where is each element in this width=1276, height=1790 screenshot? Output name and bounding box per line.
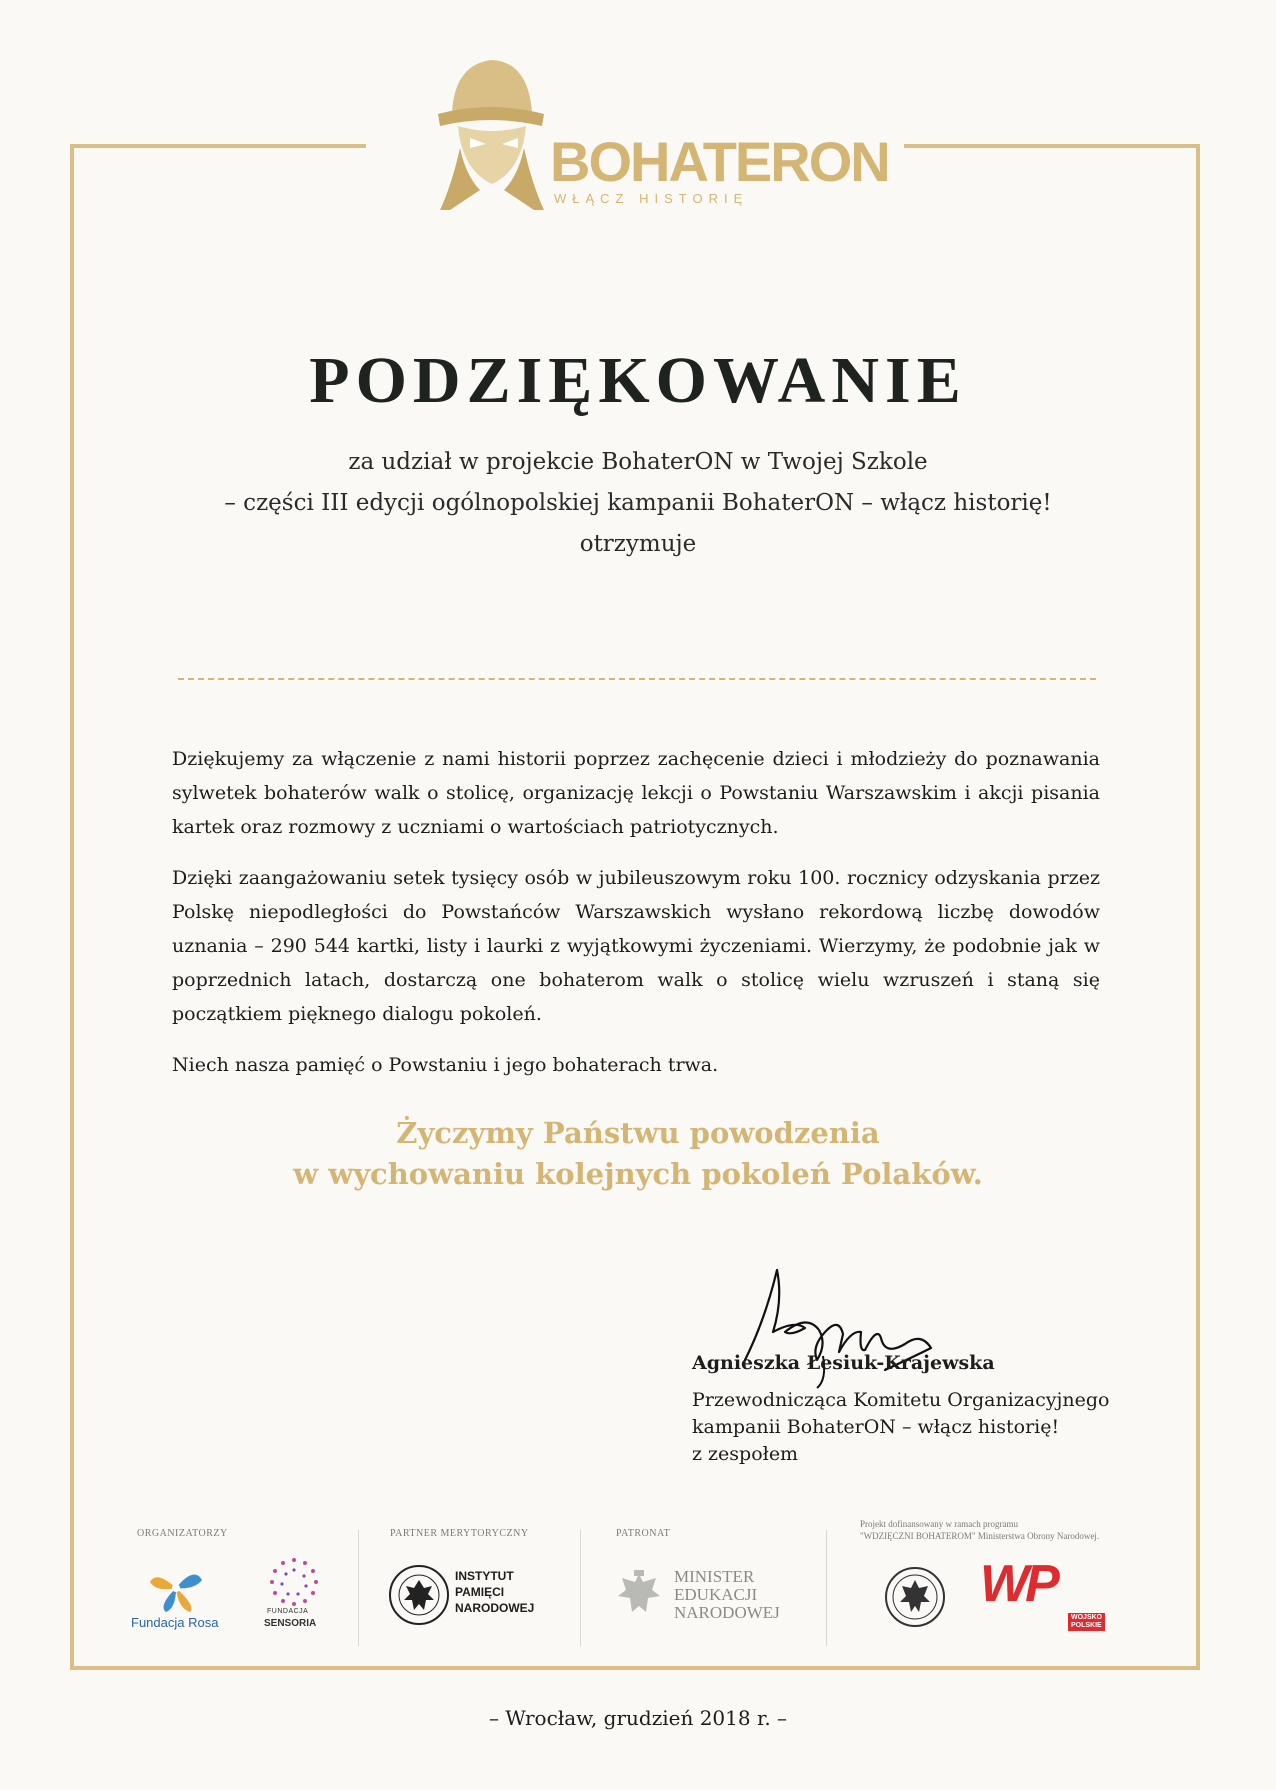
- recipient-name-line: [178, 678, 1096, 680]
- organizers-label: ORGANIZATORZY: [137, 1528, 228, 1539]
- ipn-line-1: INSTYTUT: [455, 1569, 514, 1583]
- wp-line-1: WOJSKO: [1071, 1614, 1103, 1621]
- men-line-2: EDUKACJI: [674, 1585, 758, 1604]
- partners-strip: [100, 1510, 1180, 1650]
- wishes: [0, 1113, 1276, 1195]
- logo-wordmark: BOHATERON: [550, 130, 889, 193]
- ipn-line-3: NARODOWEJ: [455, 1601, 535, 1615]
- page-title: PODZIĘKOWANIE: [309, 344, 967, 417]
- fundacja-rosa-logo-icon: [146, 1560, 206, 1616]
- wishes-line-1: Życzymy Państwu powodzenia: [396, 1116, 880, 1150]
- ipn-line-2: PAMIĘCI: [455, 1585, 505, 1599]
- soldier-helmet-icon: [430, 52, 550, 212]
- polish-eagle-icon: [616, 1568, 662, 1622]
- partner-label: PARTNER MERYTORYCZNY: [390, 1528, 529, 1539]
- mon-seal-icon: [884, 1566, 946, 1628]
- men-line-1: MINISTER: [674, 1567, 755, 1586]
- divider-3: [826, 1530, 827, 1646]
- funding-line-1: Projekt dofinansowany w ramach programu: [860, 1519, 1018, 1529]
- subtitle-line-2: – części III edycji ogólnopolskiej kampanii BohaterON – włącz historię!: [224, 490, 1052, 516]
- patronat-label: PATRONAT: [616, 1528, 671, 1539]
- ipn-seal-icon: [388, 1564, 450, 1626]
- subtitle-line-1: za udział w projekcie BohaterON w Twojej Szkole: [348, 449, 928, 475]
- fundacja-rosa-name: Fundacja Rosa: [131, 1615, 219, 1630]
- ipn-name: [455, 1568, 534, 1616]
- bohateron-logo: [430, 52, 889, 212]
- men-name: [674, 1568, 780, 1622]
- men-line-3: NARODOWEJ: [674, 1603, 780, 1622]
- wp-caption: [1068, 1613, 1105, 1631]
- body-paragraph-3: Niech nasza pamięć o Powstaniu i jego bohaterach trwa.: [172, 1054, 719, 1076]
- subtitle-line-3: otrzymuje: [579, 531, 697, 557]
- divider-2: [580, 1530, 581, 1646]
- wp-line-2: POLSKIE: [1071, 1622, 1102, 1629]
- funding-note: [860, 1518, 1099, 1542]
- place-date: – Wrocław, grudzień 2018 r. –: [488, 1706, 788, 1730]
- sensoria-bottom: SENSORIA: [264, 1618, 317, 1629]
- signer-name: Agnieszka Łesiuk-Krajewska: [692, 1352, 995, 1374]
- wp-letters: WP: [980, 1555, 1056, 1613]
- signer-block: [692, 1350, 1112, 1468]
- funding-line-2: "WDZIĘCZNI BOHATEROM" Ministerstwa Obrony Narodowej.: [860, 1531, 1100, 1541]
- signer-role-3: z zespołem: [692, 1443, 799, 1465]
- signer-role-1: Przewodnicząca Komitetu Organizacyjnego: [692, 1389, 1110, 1411]
- divider-1: [358, 1530, 359, 1646]
- body-paragraph-2: Dzięki zaangażowaniu setek tysięcy osób w jubileuszowym roku 100. rocznicy odzyskania przez Polskę niepodległości do Powstańców Warszawskich wysłano rekordową liczbę dowodów uznania – 290 544 kartki, listy i laurki z wyjątkowymi życzeniami. Wierzymy, że podobnie jak w poprzednich latach, dostarczą one bohaterom walk o stolicę wielu wzruszeń i staną się początkiem pięknego dialogu pokoleń.: [172, 867, 1100, 1025]
- signer-role-2: kampanii BohaterON – włącz historię!: [692, 1416, 1060, 1438]
- sensoria-top: FUNDACJA: [267, 1608, 309, 1615]
- body-paragraph-1: Dziękujemy za włączenie z nami historii poprzez zachęcenie dzieci i młodzieży do poznawania sylwetek bohaterów walk o stolicę, organizację lekcji o Powstaniu Warszawskim i akcji pisania kartek oraz rozmowy z uczniami o wartościach patriotycznych.: [172, 748, 1100, 838]
- body-text: [172, 742, 1100, 1099]
- subtitle: [0, 442, 1276, 565]
- wishes-line-2: w wychowaniu kolejnych pokoleń Polaków.: [293, 1157, 983, 1191]
- logo-tagline: WŁĄCZ HISTORIĘ: [554, 191, 749, 206]
- sensoria-logo-icon: [268, 1556, 320, 1606]
